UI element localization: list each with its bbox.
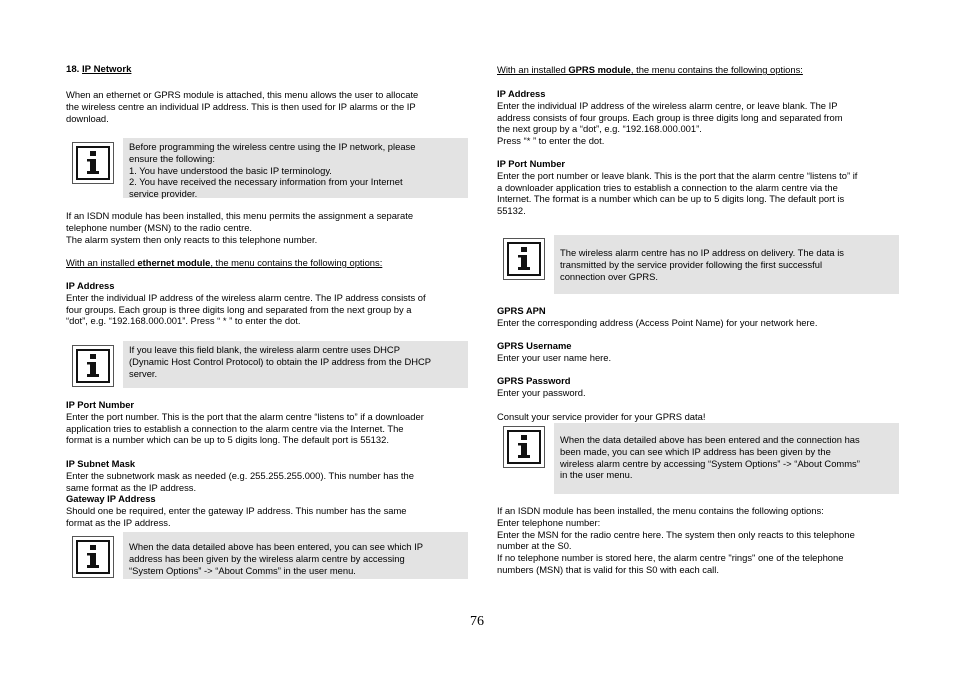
info-icon bbox=[72, 345, 114, 387]
subheading: IP Port Number bbox=[497, 158, 566, 169]
text-line: When the data detailed above has been entered, you can see which IP bbox=[129, 541, 423, 552]
gprs-intro bbox=[497, 64, 897, 76]
text-line: Enter the MSN for the radio centre here. The system then only reacts to this telephone bbox=[497, 528, 855, 540]
text-span: , the menu contains the following options: bbox=[210, 257, 383, 268]
text-line: a downloader application tries to establish a connection to the alarm centre via the bbox=[497, 181, 838, 193]
text-line: Enter your user name here. bbox=[497, 351, 612, 363]
text-line: Consult your service provider for your GPRS data! bbox=[497, 411, 706, 422]
text-line: If an ISDN module has been installed, this menu permits the assignment a separate bbox=[66, 210, 414, 221]
text-line: connection over GPRS. bbox=[560, 270, 658, 282]
ethernet-module-label: ethernet module bbox=[137, 257, 211, 268]
info-icon bbox=[72, 536, 114, 578]
text-line: number at the S0. bbox=[497, 540, 572, 552]
text-line: server. bbox=[129, 367, 158, 379]
info-icon bbox=[72, 142, 114, 184]
section-title: IP Network bbox=[82, 64, 132, 75]
text-line: Enter your password. bbox=[497, 386, 586, 398]
text-line: wireless alarm centre by accessing “System Options” -> “About Comms” bbox=[560, 457, 860, 469]
text-line: telephone number (MSN) to the radio centre. bbox=[66, 221, 253, 233]
text-line: Should one be required, enter the gateway IP address. This number has the same bbox=[66, 505, 407, 517]
text-line: address has been given by the wireless alarm centre by accessing bbox=[129, 552, 405, 564]
text-line: four groups. Each group is three digits long and separated from the next group by a bbox=[66, 303, 412, 315]
text-line: the next group by a “dot”, e.g. “192.168.000.001”. bbox=[497, 123, 702, 135]
info-icon bbox=[503, 426, 545, 468]
text-line: The wireless alarm centre has no IP address on delivery. The data is bbox=[560, 247, 844, 258]
gprs-module-label: GPRS module bbox=[568, 64, 631, 75]
subheading: IP Subnet Mask bbox=[66, 458, 136, 469]
text-line: ensure the following: bbox=[129, 152, 215, 164]
ip-port-section bbox=[66, 399, 466, 446]
info-icon bbox=[503, 238, 545, 280]
text-line: Enter the port number or leave blank. This is the port that the alarm centre “listens to” if bbox=[497, 169, 858, 181]
text-line: When an ethernet or GPRS module is attached, this menu allows the user to allocate bbox=[66, 89, 419, 100]
text-line: Enter telephone number: bbox=[497, 516, 601, 528]
text-line: Enter the individual IP address of the wireless alarm centre. The IP address consists of bbox=[66, 291, 426, 303]
gprs-apn-section bbox=[497, 305, 897, 329]
ethernet-intro bbox=[66, 257, 466, 269]
text-line: When the data detailed above has been entered and the connection has bbox=[560, 434, 860, 445]
consult-line bbox=[497, 411, 897, 423]
gprs-username-section bbox=[497, 340, 897, 364]
text-line: Enter the individual IP address of the wireless alarm centre, or leave blank. The IP bbox=[497, 99, 838, 111]
text-line: If no telephone number is stored here, the alarm centre "rings" one of the telephone bbox=[497, 552, 844, 564]
section-heading bbox=[66, 64, 466, 76]
subheading: Gateway IP Address bbox=[66, 493, 156, 505]
text-line: transmitted by the service provider following the first successful bbox=[560, 258, 823, 270]
text-line: 2. You have received the necessary information from your Internet bbox=[129, 176, 403, 188]
text-line: Internet. The format is a number which can be up to 5 digits long. The default port is bbox=[497, 193, 845, 205]
text-line: “System Options” -> “About Comms” in the user menu. bbox=[129, 564, 356, 576]
text-line: format as the IP address. bbox=[66, 516, 171, 528]
text-line: address consists of four groups. Each group is three digits long and separated from bbox=[497, 111, 843, 123]
text-span: With an installed bbox=[66, 257, 138, 268]
isdn-paragraph bbox=[66, 210, 466, 245]
subheading: IP Address bbox=[66, 280, 115, 291]
text-line: Enter the port number. This is the port that the alarm centre “listens to” if a downloader bbox=[66, 410, 424, 422]
text-line: “dot”, e.g. “192.168.000.001”. Press “ * ” to enter the dot. bbox=[66, 315, 301, 327]
subheading: GPRS Password bbox=[497, 375, 571, 386]
subnet-section bbox=[66, 458, 466, 529]
text-line: The alarm system then only reacts to this telephone number. bbox=[66, 233, 318, 245]
text-line: service provider. bbox=[129, 188, 198, 200]
note-box bbox=[123, 532, 468, 579]
gprs-ip-port-section bbox=[497, 158, 897, 217]
isdn-section bbox=[497, 505, 897, 576]
text-line: format is a number which can be up to 5 digits long. The default port is 55132. bbox=[66, 434, 389, 446]
text-line: been made, you can see which IP address has been given by the bbox=[560, 445, 831, 457]
intro-paragraph bbox=[66, 89, 466, 124]
text-line: Enter the corresponding address (Access Point Name) for your network here. bbox=[497, 316, 818, 328]
text-line: If you leave this field blank, the wireless alarm centre uses DHCP bbox=[129, 344, 400, 355]
subheading: IP Port Number bbox=[66, 399, 135, 410]
text-line: application tries to establish a connection to the alarm centre via the Internet. The bbox=[66, 422, 404, 434]
note-box bbox=[123, 138, 468, 198]
text-line: 55132. bbox=[497, 205, 526, 217]
section-number: 18. bbox=[66, 64, 80, 75]
subheading: GPRS Username bbox=[497, 340, 572, 351]
text-span: , the menu contains the following options: bbox=[630, 64, 803, 75]
text-line: (Dynamic Host Control Protocol) to obtain the IP address from the DHCP bbox=[129, 355, 432, 367]
gprs-password-section bbox=[497, 375, 897, 399]
text-line: Before programming the wireless centre using the IP network, please bbox=[129, 141, 416, 152]
text-line: the wireless centre an individual IP address. This is then used for IP alarms or the IP bbox=[66, 100, 416, 112]
text-line: Enter the subnetwork mask as needed (e.g. 255.255.255.000). This number has the bbox=[66, 469, 414, 481]
note-box bbox=[554, 423, 899, 494]
subheading: GPRS APN bbox=[497, 305, 546, 316]
gprs-ip-address-section bbox=[497, 88, 897, 147]
subheading: IP Address bbox=[497, 88, 546, 99]
note-box bbox=[123, 341, 468, 388]
note-box bbox=[554, 235, 899, 294]
text-line: same format as the IP address. bbox=[66, 481, 197, 493]
text-span: With an installed bbox=[497, 64, 569, 75]
text-line: Press “* ” to enter the dot. bbox=[497, 135, 605, 147]
text-line: download. bbox=[66, 112, 109, 124]
text-line: 1. You have understood the basic IP terminology. bbox=[129, 164, 332, 176]
text-line: in the user menu. bbox=[560, 469, 633, 481]
page-number: 76 bbox=[470, 614, 484, 629]
text-line: If an ISDN module has been installed, the menu contains the following options: bbox=[497, 505, 824, 516]
text-line: numbers (MSN) that is valid for this S0 with each call. bbox=[497, 563, 719, 575]
ip-address-section bbox=[66, 280, 466, 327]
